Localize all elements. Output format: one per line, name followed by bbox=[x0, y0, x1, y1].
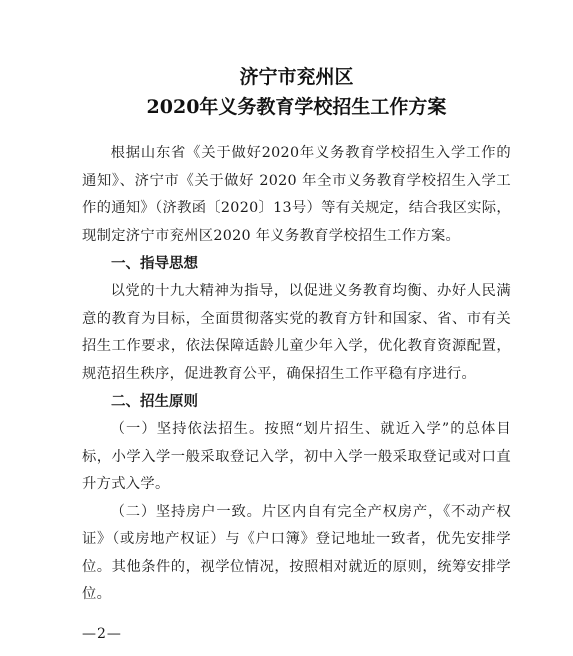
section2-item-1: （一）坚持依法招生。按照“划片招生、就近入学”的总体目标，小学入学一般采取登记入学，初中入学一般采取登记或对口直升方式入学。 bbox=[82, 421, 511, 492]
section2-item-2: （二）坚持房户一致。片区内自有完全产权房产，《不动产权证》（或房地产权证）与《户口簿》登记地址一致者，优先安排学位。其他条件的，视学位情况，按照相对就近的原则，统筹安排学位。 bbox=[82, 503, 511, 602]
section1-heading: 一、指导思想 bbox=[111, 256, 198, 272]
document-title-line1: 济宁市兖州区 bbox=[239, 66, 354, 88]
section1-paragraph: 以党的十九大精神为指导，以促进义务教育均衡、办好人民满意的教育为目标，全面贯彻落实党的教育方针和国家、省、市有关招生工作要求，依法保障适龄儿童少年入学，优化教育资源配置，规范招生秩序，促进教育公平，确保招生工作平稳有序进行。 bbox=[82, 283, 511, 382]
page-number: —2— bbox=[82, 626, 122, 642]
document-title-line2: 2020年义务教育学校招生工作方案 bbox=[146, 96, 447, 118]
section2-heading: 二、招生原则 bbox=[111, 394, 198, 410]
intro-paragraph: 根据山东省《关于做好2020年义务教育学校招生入学工作的通知》、济宁市《关于做好 2020 年全市义务教育学校招生入学工作的通知》（济教函〔2020〕13号）等有关规定，结合我区实际，现制定济宁市兖州区2020 年义务教育学校招生工作方案。 bbox=[82, 145, 511, 244]
